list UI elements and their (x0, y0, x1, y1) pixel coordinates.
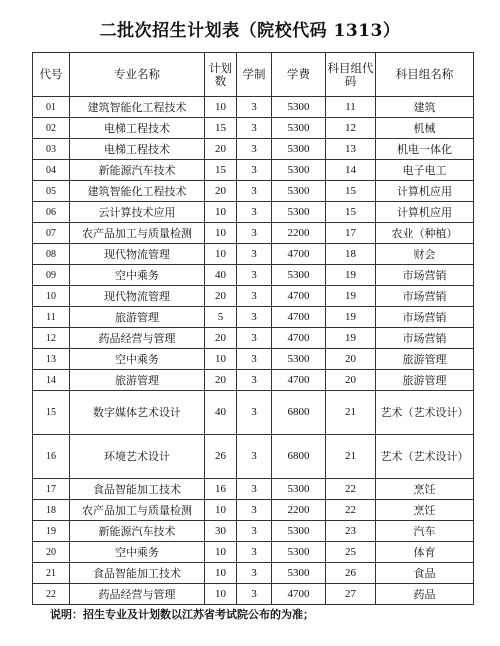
cell-major: 旅游管理 (70, 370, 205, 391)
table-row (33, 349, 474, 370)
cell-major: 建筑智能化工程技术 (70, 97, 205, 118)
cell-plan: 10 (205, 563, 237, 584)
table-row (33, 223, 474, 244)
cell-plan: 10 (205, 244, 237, 265)
table-row (33, 244, 474, 265)
cell-group-code: 19 (326, 265, 376, 286)
cell-code: 01 (33, 97, 70, 118)
cell-plan: 20 (205, 370, 237, 391)
cell-fee: 6800 (272, 435, 326, 479)
cell-group-name: 艺术（艺术设计） (376, 435, 474, 479)
cell-plan: 10 (205, 584, 237, 605)
cell-plan: 10 (205, 349, 237, 370)
cell-fee: 5300 (272, 265, 326, 286)
table-body (33, 97, 474, 605)
cell-fee: 4700 (272, 328, 326, 349)
cell-plan: 20 (205, 181, 237, 202)
cell-group-name: 机电一体化 (376, 139, 474, 160)
cell-major: 新能源汽车技术 (70, 521, 205, 542)
cell-plan: 40 (205, 391, 237, 435)
cell-group-name: 体育 (376, 542, 474, 563)
cell-plan: 30 (205, 521, 237, 542)
cell-major: 药品经营与管理 (70, 328, 205, 349)
cell-code: 11 (33, 307, 70, 328)
cell-group-name: 财会 (376, 244, 474, 265)
cell-years: 3 (237, 391, 272, 435)
header-years: 学制 (237, 53, 272, 97)
header-code: 代号 (33, 53, 70, 97)
cell-years: 3 (237, 435, 272, 479)
cell-group-code: 11 (326, 97, 376, 118)
cell-group-code: 21 (326, 435, 376, 479)
cell-years: 3 (237, 563, 272, 584)
cell-major: 药品经营与管理 (70, 584, 205, 605)
cell-fee: 4700 (272, 286, 326, 307)
table-row (33, 139, 474, 160)
cell-code: 22 (33, 584, 70, 605)
header-group-code: 科目组代码 (326, 53, 376, 97)
cell-group-name: 市场营销 (376, 307, 474, 328)
cell-plan: 20 (205, 139, 237, 160)
cell-plan: 10 (205, 97, 237, 118)
table-row (33, 202, 474, 223)
cell-fee: 5300 (272, 479, 326, 500)
cell-major: 空中乘务 (70, 265, 205, 286)
cell-group-code: 19 (326, 328, 376, 349)
cell-code: 19 (33, 521, 70, 542)
cell-code: 20 (33, 542, 70, 563)
cell-group-code: 19 (326, 307, 376, 328)
cell-group-code: 26 (326, 563, 376, 584)
cell-fee: 5300 (272, 521, 326, 542)
cell-group-name: 农业（种植） (376, 223, 474, 244)
cell-code: 12 (33, 328, 70, 349)
cell-code: 16 (33, 435, 70, 479)
cell-code: 03 (33, 139, 70, 160)
cell-code: 15 (33, 391, 70, 435)
cell-fee: 5300 (272, 139, 326, 160)
cell-major: 电梯工程技术 (70, 139, 205, 160)
cell-major: 食品智能加工技术 (70, 479, 205, 500)
cell-years: 3 (237, 244, 272, 265)
table-row (33, 435, 474, 479)
cell-fee: 5300 (272, 349, 326, 370)
cell-code: 17 (33, 479, 70, 500)
cell-group-code: 21 (326, 391, 376, 435)
cell-plan: 10 (205, 223, 237, 244)
cell-years: 3 (237, 181, 272, 202)
cell-fee: 5300 (272, 181, 326, 202)
cell-major: 云计算技术应用 (70, 202, 205, 223)
cell-fee: 5300 (272, 118, 326, 139)
cell-group-code: 14 (326, 160, 376, 181)
cell-plan: 10 (205, 500, 237, 521)
cell-plan: 16 (205, 479, 237, 500)
cell-years: 3 (237, 223, 272, 244)
table-row (33, 563, 474, 584)
cell-years: 3 (237, 349, 272, 370)
document-title: 二批次招生计划表（院校代码 1313） (99, 21, 401, 41)
cell-fee: 5300 (272, 160, 326, 181)
cell-code: 08 (33, 244, 70, 265)
cell-group-name: 市场营销 (376, 286, 474, 307)
cell-fee: 5300 (272, 202, 326, 223)
cell-years: 3 (237, 584, 272, 605)
cell-years: 3 (237, 160, 272, 181)
cell-group-code: 20 (326, 349, 376, 370)
cell-years: 3 (237, 521, 272, 542)
table-row (33, 97, 474, 118)
header-major: 专业名称 (70, 53, 205, 97)
cell-group-name: 市场营销 (376, 328, 474, 349)
table-row (33, 160, 474, 181)
table-row (33, 391, 474, 435)
cell-code: 09 (33, 265, 70, 286)
cell-fee: 4700 (272, 244, 326, 265)
cell-major: 旅游管理 (70, 307, 205, 328)
enrollment-plan-table (32, 52, 474, 605)
cell-major: 建筑智能化工程技术 (70, 181, 205, 202)
cell-fee: 4700 (272, 584, 326, 605)
cell-group-code: 13 (326, 139, 376, 160)
cell-group-code: 22 (326, 479, 376, 500)
cell-plan: 10 (205, 542, 237, 563)
cell-group-name: 计算机应用 (376, 202, 474, 223)
cell-plan: 40 (205, 265, 237, 286)
cell-group-code: 22 (326, 500, 376, 521)
cell-code: 05 (33, 181, 70, 202)
cell-group-name: 市场营销 (376, 265, 474, 286)
cell-major: 数字媒体艺术设计 (70, 391, 205, 435)
cell-major: 空中乘务 (70, 542, 205, 563)
cell-group-code: 20 (326, 370, 376, 391)
cell-group-code: 17 (326, 223, 376, 244)
cell-group-code: 27 (326, 584, 376, 605)
cell-fee: 5300 (272, 563, 326, 584)
cell-fee: 2200 (272, 223, 326, 244)
table-row (33, 265, 474, 286)
cell-plan: 15 (205, 160, 237, 181)
cell-major: 农产品加工与质量检测 (70, 500, 205, 521)
table-row (33, 328, 474, 349)
table-row (33, 542, 474, 563)
cell-group-name: 计算机应用 (376, 181, 474, 202)
cell-plan: 15 (205, 118, 237, 139)
table-row (33, 286, 474, 307)
table-row (33, 307, 474, 328)
cell-major: 空中乘务 (70, 349, 205, 370)
cell-code: 10 (33, 286, 70, 307)
cell-plan: 10 (205, 202, 237, 223)
table-row (33, 584, 474, 605)
cell-years: 3 (237, 500, 272, 521)
cell-group-code: 12 (326, 118, 376, 139)
cell-group-code: 25 (326, 542, 376, 563)
cell-group-name: 食品 (376, 563, 474, 584)
cell-fee: 6800 (272, 391, 326, 435)
cell-fee: 4700 (272, 307, 326, 328)
cell-group-code: 18 (326, 244, 376, 265)
table-row (33, 479, 474, 500)
table-row (33, 181, 474, 202)
cell-years: 3 (237, 307, 272, 328)
table-row (33, 500, 474, 521)
cell-years: 3 (237, 479, 272, 500)
cell-group-name: 旅游管理 (376, 370, 474, 391)
cell-major: 现代物流管理 (70, 244, 205, 265)
cell-code: 02 (33, 118, 70, 139)
cell-code: 18 (33, 500, 70, 521)
cell-group-code: 23 (326, 521, 376, 542)
cell-fee: 5300 (272, 97, 326, 118)
cell-years: 3 (237, 542, 272, 563)
header-group-name: 科目组名称 (376, 53, 474, 97)
cell-plan: 26 (205, 435, 237, 479)
cell-major: 电梯工程技术 (70, 118, 205, 139)
cell-fee: 5300 (272, 542, 326, 563)
cell-years: 3 (237, 118, 272, 139)
cell-group-name: 烹饪 (376, 500, 474, 521)
cell-group-code: 19 (326, 286, 376, 307)
cell-code: 06 (33, 202, 70, 223)
table-header-row (33, 53, 474, 97)
cell-group-name: 电子电工 (376, 160, 474, 181)
footnote: 说明：招生专业及计划数以江苏省考试院公布的为准； (50, 608, 314, 621)
cell-group-code: 15 (326, 181, 376, 202)
header-fee: 学费 (272, 53, 326, 97)
cell-fee: 4700 (272, 370, 326, 391)
cell-major: 食品智能加工技术 (70, 563, 205, 584)
cell-years: 3 (237, 139, 272, 160)
cell-plan: 20 (205, 328, 237, 349)
cell-code: 07 (33, 223, 70, 244)
table-row (33, 118, 474, 139)
cell-group-name: 药品 (376, 584, 474, 605)
cell-major: 现代物流管理 (70, 286, 205, 307)
cell-group-name: 建筑 (376, 97, 474, 118)
cell-years: 3 (237, 370, 272, 391)
cell-code: 04 (33, 160, 70, 181)
cell-group-code: 15 (326, 202, 376, 223)
cell-years: 3 (237, 202, 272, 223)
header-plan: 计划数 (205, 53, 237, 97)
cell-years: 3 (237, 286, 272, 307)
cell-major: 农产品加工与质量检测 (70, 223, 205, 244)
cell-fee: 2200 (272, 500, 326, 521)
cell-code: 14 (33, 370, 70, 391)
cell-code: 21 (33, 563, 70, 584)
cell-major: 新能源汽车技术 (70, 160, 205, 181)
cell-group-name: 旅游管理 (376, 349, 474, 370)
cell-years: 3 (237, 97, 272, 118)
table-row (33, 521, 474, 542)
cell-code: 13 (33, 349, 70, 370)
cell-plan: 20 (205, 286, 237, 307)
table-row (33, 370, 474, 391)
cell-group-name: 艺术（艺术设计） (376, 391, 474, 435)
cell-group-name: 机械 (376, 118, 474, 139)
cell-group-name: 汽车 (376, 521, 474, 542)
cell-group-name: 烹饪 (376, 479, 474, 500)
cell-years: 3 (237, 265, 272, 286)
cell-years: 3 (237, 328, 272, 349)
cell-major: 环境艺术设计 (70, 435, 205, 479)
cell-plan: 5 (205, 307, 237, 328)
